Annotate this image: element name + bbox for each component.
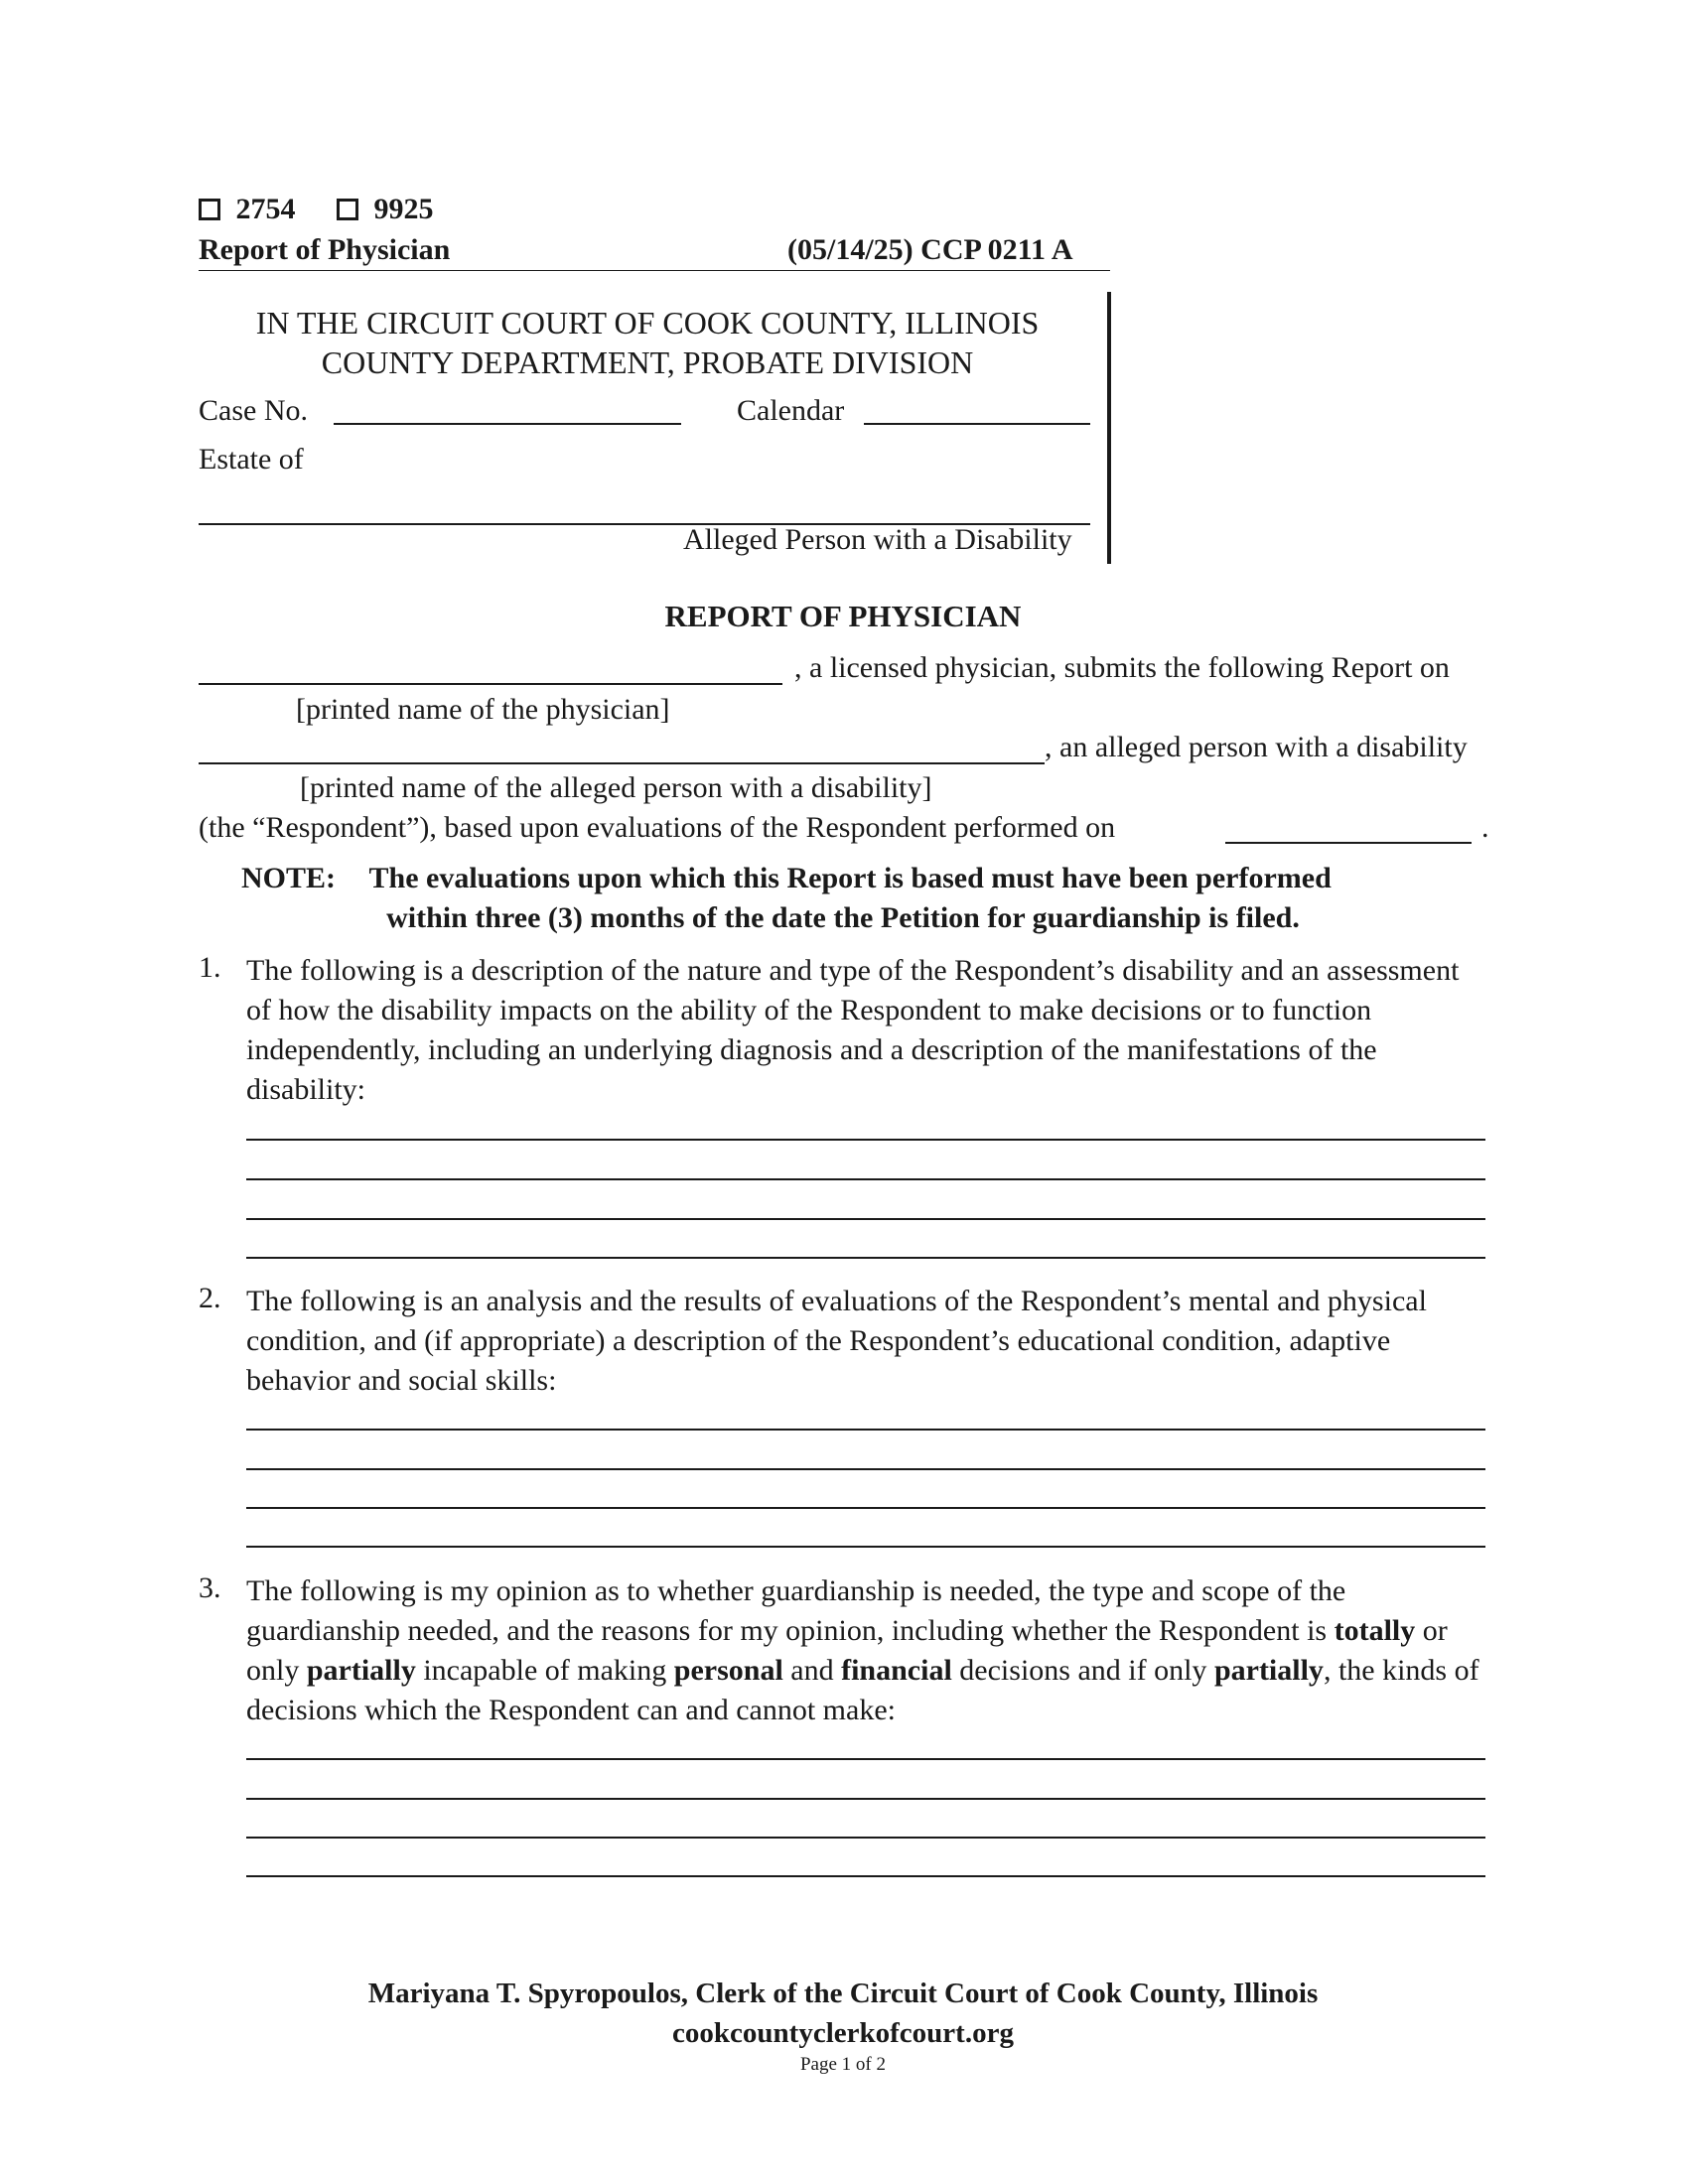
respondent-period: . bbox=[1481, 811, 1489, 844]
item-1-answer-line[interactable] bbox=[246, 1139, 1485, 1141]
item-3-text-part: The following is my opinion as to whether guardianship is needed, the type and scope of the guardianship needed, and the reasons for my opinion, including whether the Respondent is bbox=[246, 1574, 1346, 1647]
item-2-text: The following is an analysis and the results of evaluations of the Respondent’s mental and physical condition, and (if appropriate) a description of the Respondent’s educational condition, adaptive behavior and social skills: bbox=[246, 1285, 1427, 1397]
respondent-statement: (the “Respondent”), based upon evaluations of the Respondent performed on bbox=[199, 811, 1116, 844]
alleged-person-name-hint: [printed name of the alleged person with a disability] bbox=[300, 771, 932, 804]
note-label: NOTE: bbox=[241, 862, 337, 894]
physician-name-hint: [printed name of the physician] bbox=[296, 693, 670, 726]
alleged-person-name-field[interactable] bbox=[199, 762, 1045, 764]
court-name: IN THE CIRCUIT COURT OF COOK COUNTY, ILLINOIS bbox=[255, 305, 1040, 341]
checkbox-2754[interactable] bbox=[199, 199, 220, 220]
item-3-text-part: incapable of making bbox=[415, 1654, 674, 1687]
page-number: Page 1 of 2 bbox=[799, 2054, 886, 2075]
item-3-number: 3. bbox=[199, 1571, 221, 1604]
form-code: (05/14/25) CCP 0211 A bbox=[787, 233, 1073, 266]
item-3-answer-line[interactable] bbox=[246, 1758, 1485, 1760]
item-1-answer-line[interactable] bbox=[246, 1257, 1485, 1259]
physician-statement: , a licensed physician, submits the following Report on bbox=[794, 651, 1450, 684]
item-3-answer-line[interactable] bbox=[246, 1875, 1485, 1877]
item-1-text: The following is a description of the nature and type of the Respondent’s disability and an assessment of how the disability impacts on the ability of the Respondent to make decisions or to function independently, including an underlying diagnosis and a description of the manifestations of the disability: bbox=[246, 954, 1460, 1106]
checkbox-2754-label: 2754 bbox=[235, 193, 296, 225]
note-block bbox=[241, 862, 1332, 895]
item-2-answer-line[interactable] bbox=[246, 1546, 1485, 1548]
form-title: Report of Physician bbox=[199, 233, 451, 266]
item-2-answer-line[interactable] bbox=[246, 1468, 1485, 1470]
case-no-field[interactable] bbox=[334, 423, 681, 425]
clerk-line: Mariyana T. Spyropoulos, Clerk of the Circuit Court of Cook County, Illinois bbox=[367, 1978, 1319, 2009]
item-3-answer-line[interactable] bbox=[246, 1837, 1485, 1839]
case-no-label: Case No. bbox=[199, 394, 308, 427]
physician-name-field[interactable] bbox=[199, 683, 782, 685]
item-2-answer-line[interactable] bbox=[246, 1429, 1485, 1431]
item-3-text-part: or only bbox=[246, 1614, 1448, 1687]
court-division: COUNTY DEPARTMENT, PROBATE DIVISION bbox=[321, 344, 974, 380]
item-3-answer-line[interactable] bbox=[246, 1798, 1485, 1800]
note-line-2: within three (3) months of the date the Petition for guardianship is filed. bbox=[386, 901, 1300, 934]
clerk-website[interactable]: cookcountyclerkofcourt.org bbox=[672, 2017, 1014, 2049]
item-3-text-part: and bbox=[782, 1654, 842, 1687]
calendar-field[interactable] bbox=[864, 423, 1090, 425]
item-3-text-part: decisions and if only bbox=[951, 1654, 1214, 1687]
item-2-number: 2. bbox=[199, 1282, 221, 1314]
item-1-number: 1. bbox=[199, 951, 221, 984]
item-1-answer-line[interactable] bbox=[246, 1178, 1485, 1180]
item-3-text-part: , the kinds of decisions which the Respondent can and cannot make: bbox=[246, 1654, 1479, 1726]
checkbox-9925-label: 9925 bbox=[373, 193, 434, 225]
item-3-emphasis-financial: financial bbox=[841, 1654, 952, 1687]
item-3-emphasis-totally: totally bbox=[1334, 1614, 1416, 1647]
alleged-person-label: Alleged Person with a Disability bbox=[683, 523, 1072, 556]
checkbox-9925[interactable] bbox=[337, 199, 358, 220]
calendar-label: Calendar bbox=[737, 394, 845, 427]
item-3-emphasis-partially: partially bbox=[306, 1654, 416, 1687]
form-type-checkboxes bbox=[199, 193, 434, 226]
alleged-person-statement: , an alleged person with a disability bbox=[1045, 731, 1468, 763]
header-rule bbox=[199, 270, 1110, 271]
estate-of-label: Estate of bbox=[199, 443, 304, 476]
item-1-answer-line[interactable] bbox=[246, 1218, 1485, 1220]
report-title: REPORT OF PHYSICIAN bbox=[664, 599, 1022, 633]
item-3-text bbox=[246, 1571, 1487, 1730]
note-line-1: The evaluations upon which this Report is based must have been performed bbox=[368, 862, 1332, 894]
evaluation-date-field[interactable] bbox=[1225, 842, 1472, 844]
item-3-emphasis-personal: personal bbox=[673, 1654, 783, 1687]
item-2-answer-line[interactable] bbox=[246, 1507, 1485, 1509]
item-3-emphasis-partially: partially bbox=[1213, 1654, 1324, 1687]
caption-border bbox=[1107, 292, 1111, 564]
